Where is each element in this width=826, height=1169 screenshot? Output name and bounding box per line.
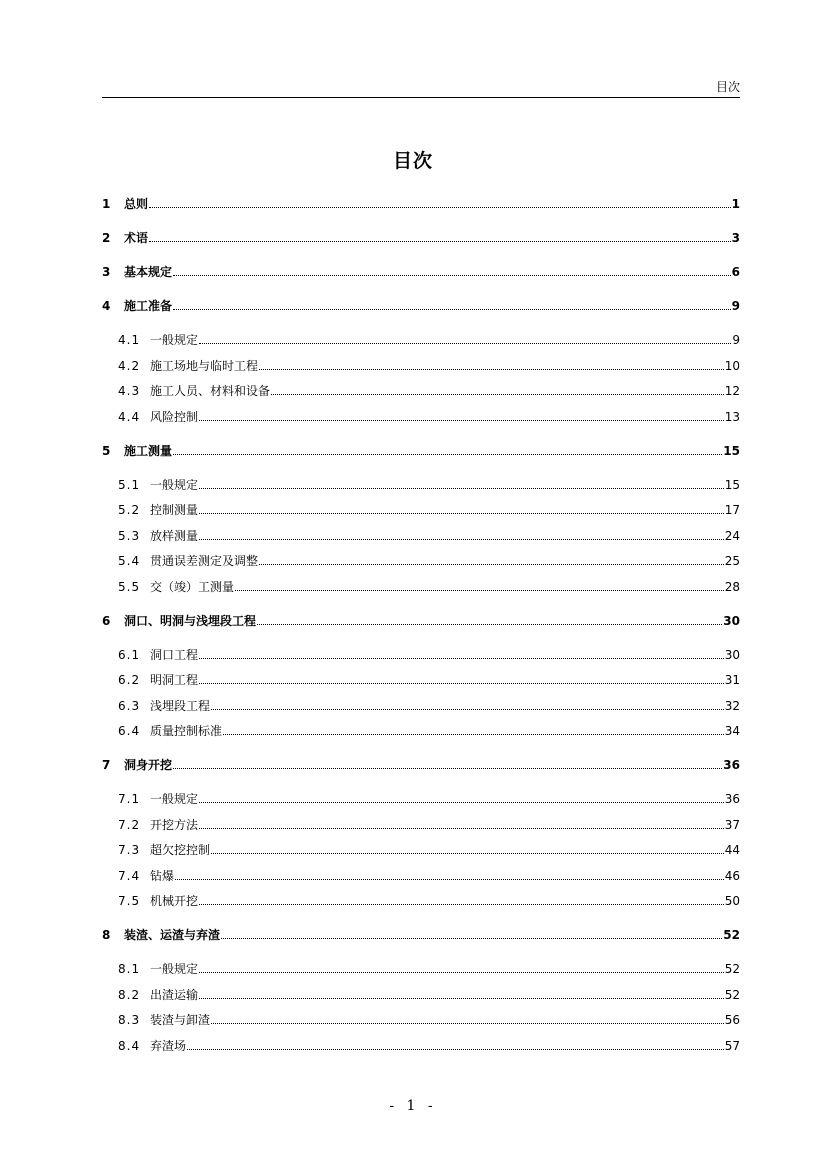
toc-section-entry[interactable]: [102, 332, 740, 348]
toc-entry-page: 30: [723, 613, 740, 628]
dot-leader: [223, 734, 724, 735]
toc-entry-page: 12: [724, 384, 740, 398]
toc-entry-number: 5.3: [118, 528, 141, 543]
page-title: 目次: [392, 150, 433, 172]
dot-leader: [173, 275, 731, 276]
toc-section-entry[interactable]: [102, 672, 740, 688]
toc-section-entry[interactable]: [102, 842, 740, 858]
toc-section-entry[interactable]: [102, 987, 740, 1003]
toc-chapter-entry[interactable]: [102, 443, 740, 459]
toc-entry-title: 装渣与卸渣: [150, 1013, 211, 1027]
toc-entry-number: 5.1: [118, 477, 141, 492]
toc-entry-page: 57: [724, 1038, 740, 1053]
toc-entry-title: 基本规定: [124, 265, 173, 279]
toc-entry-page: 52: [724, 962, 740, 976]
toc-section-entry[interactable]: [102, 723, 740, 739]
toc-entry-page: 13: [724, 409, 740, 424]
dot-leader: [199, 972, 724, 973]
toc-entry-page: 32: [724, 698, 740, 713]
dot-leader: [259, 564, 724, 565]
toc-chapter-entry[interactable]: [102, 230, 740, 246]
toc-entry-number: 5: [102, 443, 111, 458]
toc-section-entry[interactable]: [102, 698, 740, 714]
toc-entry-number: 1: [102, 197, 111, 211]
dot-leader: [199, 828, 724, 829]
toc-entry-title: 控制测量: [150, 503, 199, 517]
toc-entry-title: 装渣、运渣与弃渣: [124, 928, 221, 942]
dot-leader: [199, 513, 724, 514]
toc-chapter-entry[interactable]: [102, 757, 740, 773]
toc-entry-title: 开挖方法: [150, 817, 199, 832]
toc-section-entry[interactable]: [102, 579, 740, 595]
dot-leader: [173, 309, 731, 310]
toc-section-entry[interactable]: [102, 528, 740, 544]
toc-entry-page: 24: [724, 528, 740, 543]
toc-entry-number: 4.2: [118, 358, 141, 373]
dot-leader: [149, 207, 731, 208]
toc-entry-title: 质量控制标准: [150, 724, 223, 738]
toc-entry-title: 施工场地与临时工程: [150, 358, 259, 373]
toc-entry-page: 6: [731, 265, 740, 279]
toc-entry-page: 9: [731, 299, 740, 313]
toc-entry-number: 7.1: [118, 792, 141, 806]
toc-entry-title: 交（竣）工测量: [150, 579, 235, 594]
toc-section-entry[interactable]: [102, 502, 740, 518]
dot-leader: [199, 658, 724, 659]
dot-leader: [257, 624, 722, 625]
toc-entry-number: 2: [102, 231, 111, 245]
toc-chapter-entry[interactable]: [102, 264, 740, 280]
toc-entry-page: 3: [731, 231, 740, 245]
toc-entry-number: 8.4: [118, 1038, 141, 1053]
toc-section-entry[interactable]: [102, 358, 740, 374]
toc-entry-page: 31: [724, 673, 740, 687]
toc-chapter-entry[interactable]: [102, 298, 740, 314]
toc-entry-page: 52: [723, 928, 740, 942]
toc-entry-page: 46: [724, 868, 740, 883]
toc-entry-title: 施工准备: [124, 299, 173, 313]
dot-leader: [259, 369, 724, 370]
toc-entry-title: 一般规定: [150, 477, 199, 492]
toc-entry-title: 明洞工程: [150, 673, 199, 687]
toc-entry-number: 5.2: [118, 503, 141, 517]
running-header: [102, 78, 740, 98]
toc-section-entry[interactable]: [102, 961, 740, 977]
toc-entry-title: 弃渣场: [150, 1038, 187, 1053]
page-number: - 1 -: [389, 1098, 437, 1114]
toc-entry-title: 一般规定: [150, 792, 199, 806]
toc-entry-page: 10: [724, 358, 740, 373]
dot-leader: [187, 1049, 724, 1050]
toc-entry-number: 6.1: [118, 647, 141, 662]
toc-section-entry[interactable]: [102, 791, 740, 807]
toc-entry-number: 3: [102, 265, 111, 279]
toc-section-entry[interactable]: [102, 409, 740, 425]
toc-entry-title: 洞口、明洞与浅埋段工程: [124, 613, 257, 628]
toc-entry-title: 术语: [124, 231, 149, 245]
toc-entry-title: 洞口工程: [150, 647, 199, 662]
toc-entry-title: 施工测量: [124, 443, 173, 458]
toc-entry-title: 超欠挖控制: [150, 843, 211, 857]
toc-section-entry[interactable]: [102, 647, 740, 663]
toc-chapter-entry[interactable]: [102, 613, 740, 629]
dot-leader: [199, 488, 724, 489]
toc-entry-number: 4.1: [118, 333, 141, 347]
toc-entry-title: 风险控制: [150, 409, 199, 424]
toc-entry-page: 30: [724, 647, 740, 662]
toc-section-entry[interactable]: [102, 893, 740, 909]
toc-entry-title: 钻爆: [150, 868, 175, 883]
toc-entry-number: 6.2: [118, 673, 141, 687]
toc-entry-number: 4.4: [118, 409, 141, 424]
toc-entry-number: 7.2: [118, 817, 141, 832]
dot-leader: [199, 998, 724, 999]
dot-leader: [211, 1023, 724, 1024]
dot-leader: [173, 768, 722, 769]
toc-entry-number: 6.4: [118, 724, 141, 738]
toc-entry-number: 7: [102, 758, 111, 772]
dot-leader: [221, 938, 722, 939]
dot-leader: [235, 590, 724, 591]
toc-entry-title: 一般规定: [150, 962, 199, 976]
dot-leader: [199, 683, 724, 684]
toc-entry-number: 7.3: [118, 843, 141, 857]
header-label: 目次: [715, 80, 740, 94]
toc-entry-number: 8.2: [118, 987, 141, 1002]
toc-entry-page: 50: [724, 894, 740, 908]
toc-section-entry[interactable]: [102, 477, 740, 493]
toc-section-entry[interactable]: [102, 1038, 740, 1054]
toc-section-entry[interactable]: [102, 383, 740, 399]
toc-entry-page: 36: [723, 758, 740, 772]
toc-section-entry[interactable]: [102, 553, 740, 569]
toc-entry-number: 8: [102, 928, 111, 942]
toc-entry-page: 56: [724, 1013, 740, 1027]
toc-entry-number: 5.5: [118, 579, 141, 594]
toc-entry-number: 7.4: [118, 868, 141, 883]
toc-entry-page: 36: [724, 792, 740, 806]
toc-section-entry[interactable]: [102, 817, 740, 833]
toc-entry-number: 7.5: [118, 894, 141, 908]
toc-entry-title: 洞身开挖: [124, 758, 173, 772]
toc-entry-page: 9: [732, 333, 740, 347]
toc-entry-title: 放样测量: [150, 528, 199, 543]
toc-entry-number: 4.3: [118, 384, 141, 398]
toc-entry-number: 6: [102, 613, 111, 628]
toc-entry-page: 15: [724, 477, 740, 492]
dot-leader: [271, 394, 724, 395]
toc-chapter-entry[interactable]: [102, 927, 740, 943]
toc-entry-page: 1: [731, 197, 740, 211]
toc-entry-number: 6.3: [118, 698, 141, 713]
toc-section-entry[interactable]: [102, 1012, 740, 1028]
dot-leader: [199, 802, 724, 803]
dot-leader: [199, 343, 731, 344]
toc-entry-title: 浅埋段工程: [150, 698, 211, 713]
toc-entry-page: 37: [724, 817, 740, 832]
toc-entry-page: 44: [724, 843, 740, 857]
toc-entry-title: 总则: [124, 197, 149, 211]
toc-entry-title: 贯通误差测定及调整: [150, 554, 259, 568]
toc-entry-title: 机械开挖: [150, 894, 199, 908]
toc-entry-title: 出渣运输: [150, 987, 199, 1002]
dot-leader: [211, 853, 724, 854]
toc-entry-title: 一般规定: [150, 333, 199, 347]
toc-entry-page: 52: [724, 987, 740, 1002]
toc-entry-number: 4: [102, 299, 111, 313]
toc-entry-number: 8.1: [118, 962, 141, 976]
dot-leader: [199, 539, 724, 540]
toc-entry-page: 28: [724, 579, 740, 594]
dot-leader: [199, 904, 724, 905]
toc-chapter-entry[interactable]: [102, 196, 740, 212]
dot-leader: [175, 879, 724, 880]
dot-leader: [199, 420, 724, 421]
dot-leader: [211, 709, 724, 710]
toc-section-entry[interactable]: [102, 868, 740, 884]
toc-entry-page: 25: [724, 554, 740, 568]
toc-entry-page: 34: [724, 724, 740, 738]
dot-leader: [149, 241, 731, 242]
dot-leader: [173, 454, 722, 455]
toc-entry-page: 17: [724, 503, 740, 517]
toc-entry-title: 施工人员、材料和设备: [150, 384, 271, 398]
toc-entry-number: 5.4: [118, 554, 141, 568]
toc-entry-page: 15: [723, 443, 740, 458]
toc-entry-number: 8.3: [118, 1013, 141, 1027]
